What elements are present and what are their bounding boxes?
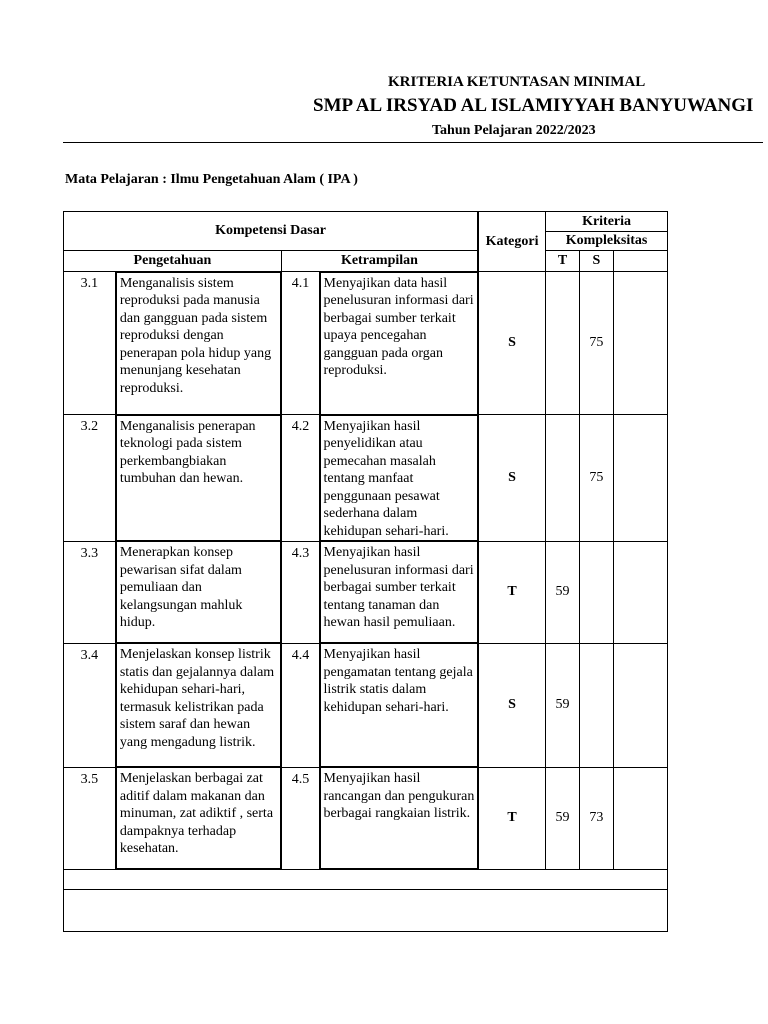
- kategori-value: T: [478, 541, 546, 643]
- table-row: [64, 643, 668, 767]
- kd-ketrampilan-number: 4.5: [281, 767, 319, 869]
- extra-value: [613, 767, 667, 869]
- s-value: [579, 541, 613, 643]
- table-row: [64, 541, 668, 643]
- t-value: 59: [546, 767, 580, 869]
- kd-pengetahuan-text: Menerapkan konsep pewarisan sifat dalam pemuliaan dan kelangsungan mahluk hidup.: [116, 541, 282, 643]
- kd-pengetahuan-number: 3.3: [64, 541, 116, 643]
- kd-pengetahuan-text: Menganalisis sistem reproduksi pada manusia dan gangguan pada sistem reproduksi dengan penerapan pola hidup yang menunjang kesehatan reproduksi.: [116, 272, 282, 415]
- t-header: T: [546, 251, 580, 272]
- t-value: [546, 415, 580, 542]
- kd-ketrampilan-number: 4.3: [281, 541, 319, 643]
- kd-pengetahuan-number: 3.5: [64, 767, 116, 869]
- table-row-empty: [64, 889, 668, 931]
- s-header: S: [579, 251, 613, 272]
- kategori-header: Kategori: [478, 212, 546, 272]
- kategori-value: T: [478, 767, 546, 869]
- kompetensi-dasar-header: Kompetensi Dasar: [64, 212, 479, 251]
- table-row: [64, 272, 668, 415]
- extra-value: [613, 415, 667, 542]
- kd-pengetahuan-number: 3.2: [64, 415, 116, 542]
- header-divider: [63, 142, 763, 143]
- table-row-empty: [64, 869, 668, 889]
- extra-value: [613, 541, 667, 643]
- s-value: 75: [579, 272, 613, 415]
- kriteria-header: Kriteria: [546, 212, 668, 232]
- pengetahuan-header: Pengetahuan: [64, 251, 282, 272]
- kd-ketrampilan-text: Menyajikan hasil pengamatan tentang gejala listrik statis dalam kehidupan sehari-hari.: [320, 643, 478, 767]
- s-value: [579, 643, 613, 767]
- table-row: [64, 415, 668, 542]
- kd-ketrampilan-text: Menyajikan hasil penyelidikan atau pemecahan masalah tentang manfaat penggunaan pesawat sederhana dalam kehidupan sehari-hari.: [320, 415, 478, 542]
- extra-value: [613, 643, 667, 767]
- kd-ketrampilan-text: Menyajikan hasil rancangan dan pengukuran berbagai rangkaian listrik.: [320, 767, 478, 869]
- kd-ketrampilan-number: 4.2: [281, 415, 319, 542]
- empty-cell: [64, 889, 668, 931]
- kompleksitas-header: Kompleksitas: [546, 232, 668, 251]
- subject-label: Mata Pelajaran : Ilmu Pengetahuan Alam ( IPA ): [65, 172, 358, 187]
- s-value: 73: [579, 767, 613, 869]
- kd-ketrampilan-text: Menyajikan hasil penelusuran informasi dari berbagai sumber terkait tentang tanaman dan hewan hasil pemuliaan.: [320, 541, 478, 643]
- t-value: 59: [546, 643, 580, 767]
- kategori-value: S: [478, 272, 546, 415]
- kd-pengetahuan-text: Menganalisis penerapan teknologi pada sistem perkembangbiakan tumbuhan dan hewan.: [116, 415, 282, 542]
- extra-header: [613, 251, 667, 272]
- kategori-value: S: [478, 415, 546, 542]
- kd-ketrampilan-number: 4.1: [281, 272, 319, 415]
- kd-ketrampilan-number: 4.4: [281, 643, 319, 767]
- kd-pengetahuan-number: 3.1: [64, 272, 116, 415]
- t-value: 59: [546, 541, 580, 643]
- kd-pengetahuan-text: Menjelaskan konsep listrik statis dan gejalannya dalam kehidupan sehari-hari, termasuk kelistrikan pada sistem saraf dan hewan yang mengadung listrik.: [116, 643, 282, 767]
- ketrampilan-header: Ketrampilan: [281, 251, 478, 272]
- academic-year: Tahun Pelajaran 2022/2023: [432, 123, 596, 138]
- kd-ketrampilan-text: Menyajikan data hasil penelusuran informasi dari berbagai sumber terkait upaya pencegahan gangguan pada organ reproduksi.: [320, 272, 478, 415]
- kd-pengetahuan-number: 3.4: [64, 643, 116, 767]
- kategori-value: S: [478, 643, 546, 767]
- s-value: 75: [579, 415, 613, 542]
- table-row: [64, 767, 668, 869]
- t-value: [546, 272, 580, 415]
- extra-value: [613, 272, 667, 415]
- empty-cell: [64, 869, 668, 889]
- school-name: SMP AL IRSYAD AL ISLAMIYYAH BANYUWANGI: [313, 95, 754, 116]
- kkm-table: [63, 211, 668, 932]
- document-title: KRITERIA KETUNTASAN MINIMAL: [388, 74, 646, 90]
- kd-pengetahuan-text: Menjelaskan berbagai zat aditif dalam makanan dan minuman, zat adiktif , serta dampaknya terhadap kesehatan.: [116, 767, 282, 869]
